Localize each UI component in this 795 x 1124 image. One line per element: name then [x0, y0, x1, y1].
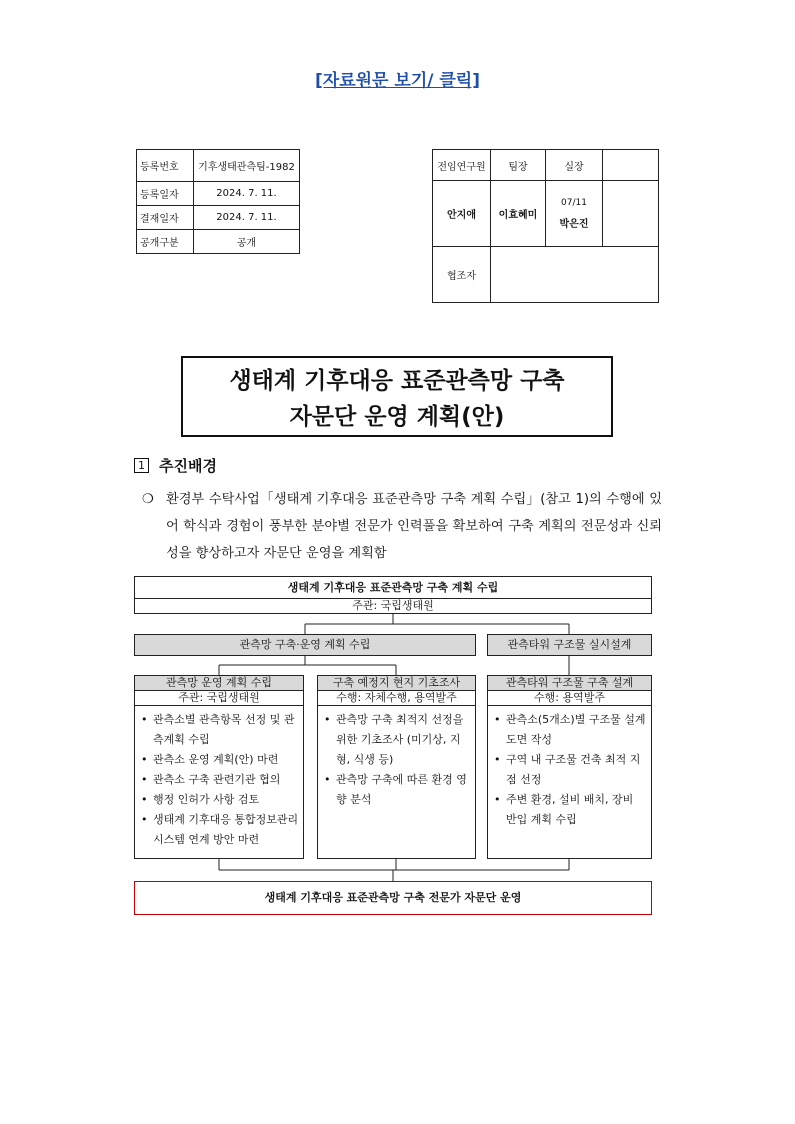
- registration-table: [136, 149, 300, 254]
- network-plan-box: 관측망 구축·운영 계획 수립: [134, 634, 476, 656]
- meta-key: 공개구분: [137, 230, 194, 254]
- meta-value: 기후생태관측팀-1982: [194, 150, 300, 182]
- approval-signer: 이효혜미: [491, 181, 546, 247]
- task-item: • 관측망 구축 최적지 선정을 위한 기초조사 (미기상, 지형, 식생 등): [322, 710, 471, 770]
- task-item: • 관측소별 관측항목 선정 및 관측계획 수립: [139, 710, 299, 750]
- bullet-marker: ❍: [142, 492, 154, 507]
- title-line-2: 자문단 운영 계획(안): [289, 404, 505, 430]
- task-column-sub: 수행: 자체수행, 용역발주: [318, 691, 475, 706]
- background-paragraph: [142, 486, 662, 567]
- task-item: • 관측소 운영 계획(안) 마련: [139, 750, 299, 770]
- tower-design-box: 관측타워 구조물 실시설계: [487, 634, 652, 656]
- meta-key: 등록일자: [137, 182, 194, 206]
- task-column: [134, 675, 304, 859]
- meta-value: 2024. 7. 11.: [194, 182, 300, 206]
- task-column: [487, 675, 652, 859]
- meta-key: 결재일자: [137, 206, 194, 230]
- approval-signer: 안지애: [433, 181, 491, 247]
- approval-table: [432, 149, 659, 303]
- bullet-text: 환경부 수탁사업「생태계 기후대응 표준관측망 구축 계획 수립」(참고 1)의 수행에 있어 학식과 경험이 풍부한 분야별 전문가 인력풀을 확보하여 구축 계획의 전문성과 신뢰성을 향상하고자 자문단 운영을 계획함: [166, 492, 662, 561]
- meta-value: 2024. 7. 11.: [194, 206, 300, 230]
- meta-key: 등록번호: [137, 150, 194, 182]
- section-title: 추진배경: [159, 457, 217, 475]
- approval-header: [603, 150, 659, 181]
- task-item: • 관측망 구축에 따른 환경 영향 분석: [322, 770, 471, 810]
- task-column: [317, 675, 476, 859]
- top-plan-title: 생태계 기후대응 표준관측망 구축 계획 수립: [135, 577, 651, 599]
- advisory-group-box: 생태계 기후대응 표준관측망 구축 전문가 자문단 운영: [134, 881, 652, 915]
- section-number: 1: [134, 458, 149, 473]
- plan-diagram: [134, 576, 652, 916]
- approval-date: 07/11: [561, 197, 587, 208]
- section-heading: [134, 455, 217, 476]
- meta-value: 공개: [194, 230, 300, 254]
- task-item: • 관측소 구축 관련기관 협의: [139, 770, 299, 790]
- task-column-sub: 주관: 국립생태원: [135, 691, 303, 706]
- cooperator-value: [491, 247, 659, 303]
- document-title: [181, 356, 613, 437]
- top-plan-sub: 주관: 국립생태원: [352, 599, 434, 612]
- title-line-1: 생태계 기후대응 표준관측망 구축: [229, 368, 565, 394]
- task-item: • 주변 환경, 설비 배치, 장비 반입 계획 수립: [492, 790, 647, 830]
- approval-header: 팀장: [491, 150, 546, 181]
- approval-signer-name: 박은진: [559, 218, 589, 230]
- cooperator-label: 협조자: [433, 247, 491, 303]
- task-column-sub: 수행: 용역발주: [488, 691, 651, 706]
- task-item: • 관측소(5개소)별 구조물 설계도면 작성: [492, 710, 647, 750]
- approval-header: 전임연구원: [433, 150, 491, 181]
- task-column-title: 관측타워 구조물 구축 설계: [488, 676, 651, 691]
- task-column-title: 구축 예정지 현지 기초조사: [318, 676, 475, 691]
- top-plan-box: [134, 576, 652, 614]
- task-item: • 행정 인허가 사항 검토: [139, 790, 299, 810]
- task-item: • 구역 내 구조물 건축 최적 지점 선정: [492, 750, 647, 790]
- approval-header: 실장: [546, 150, 603, 181]
- approval-signer: [603, 181, 659, 247]
- task-column-title: 관측망 운영 계획 수립: [135, 676, 303, 691]
- task-item: • 생태계 기후대응 통합정보관리시스템 연계 방안 마련: [139, 810, 299, 850]
- approval-signer-final: [546, 181, 603, 247]
- source-document-link[interactable]: [자료원문 보기/ 클릭]: [315, 71, 480, 91]
